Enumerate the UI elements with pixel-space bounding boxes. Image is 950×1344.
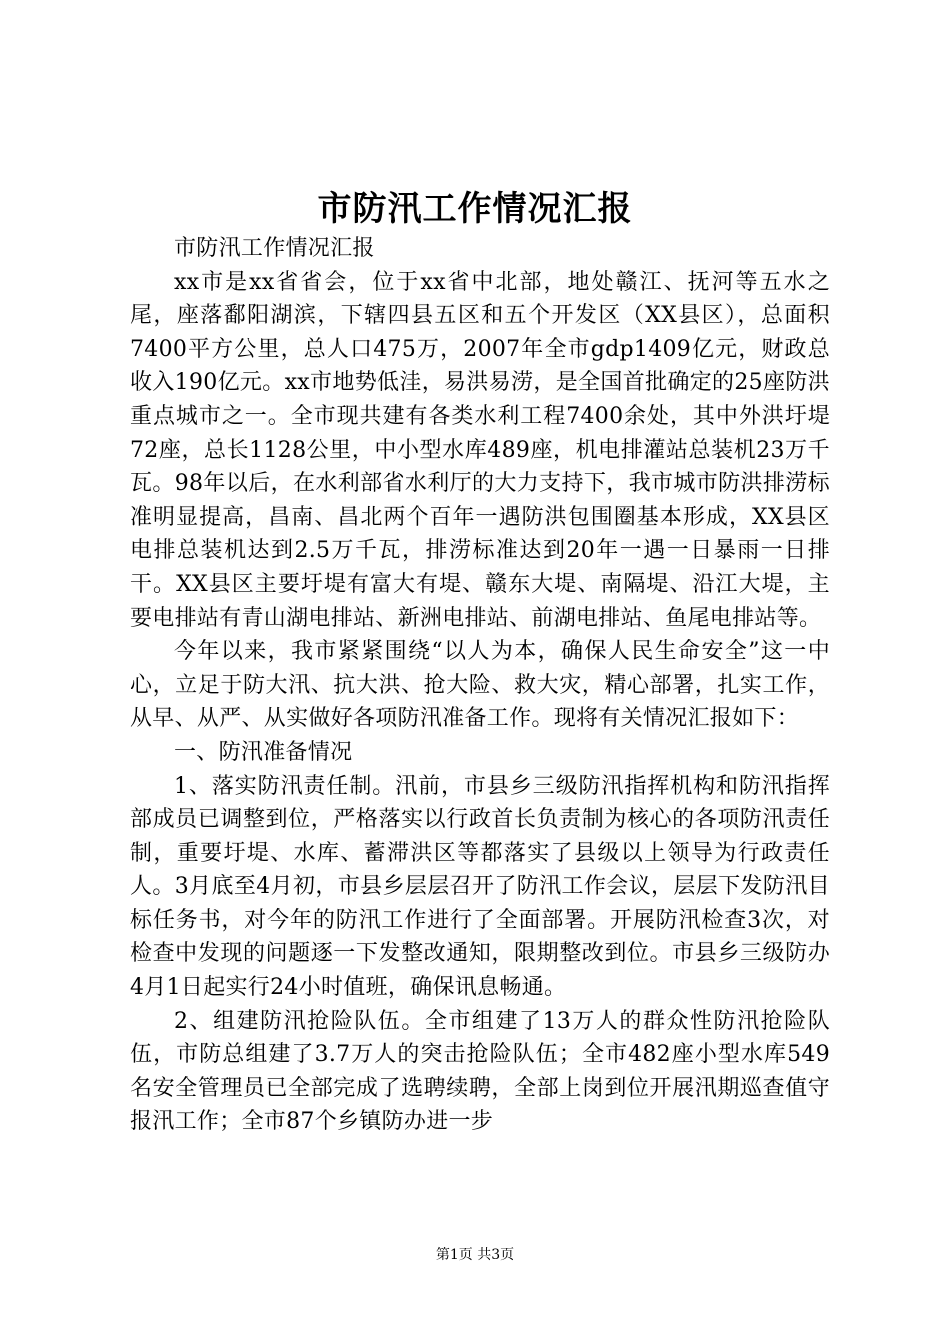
- document-body: [130, 232, 830, 1139]
- body-paragraph: 1、落实防汛责任制。汛前，市县乡三级防汛指挥机构和防汛指挥部成员已调整到位，严格落实以行政首长负责制为核心的各项防汛责任制，重要圩堤、水库、蓄滞洪区等都落实了县级以上领导为行政责任人。3月底至4月初，市县乡层层召开了防汛工作会议，层层下发防汛目标任务书，对今年的防汛工作进行了全面部署。开展防汛检查3次，对检查中发现的问题逐一下发整改通知，限期整改到位。市县乡三级防办4月1日起实行24小时值班，确保讯息畅通。: [130, 773, 830, 1001]
- document-title: 市防汛工作情况汇报: [317, 189, 633, 229]
- section-heading: 一、防汛准备情况: [174, 739, 353, 765]
- body-paragraph: xx市是xx省省会，位于xx省中北部，地处赣江、抚河等五水之尾，座落鄱阳湖滨，下辖四县五区和五个开发区（XX县区），总面积7400平方公里，总人口475万，2007年全市gdp1409亿元，财政总收入190亿元。xx市地势低洼，易洪易涝，是全国首批确定的25座防洪重点城市之一。全市现共建有各类水利工程7400余处，其中外洪圩堤72座，总长1128公里，中小型水库489座，机电排灌站总装机23万千瓦。98年以后，在水利部省水利厅的大力支持下，我市城市防洪排涝标准明显提高，昌南、昌北两个百年一遇防洪包围圈基本形成，XX县区电排总装机达到2.5万千瓦，排涝标准达到20年一遇一日暴雨一日排干。XX县区主要圩堤有富大有堤、赣东大堤、南隔堤、沿江大堤，主要电排站有青山湖电排站、新洲电排站、前湖电排站、鱼尾电排站等。: [130, 269, 830, 631]
- subtitle-paragraph: 市防汛工作情况汇报: [174, 236, 375, 261]
- body-paragraph: 2、组建防汛抢险队伍。全市组建了13万人的群众性防汛抢险队伍，市防总组建了3.7万人的突击抢险队伍；全市482座小型水库549名安全管理员已全部完成了选聘续聘，全部上岗到位开展汛期巡查值守报汛工作；全市87个乡镇防办进一步: [130, 1008, 830, 1135]
- page-footer: 第1页 共3页: [435, 1247, 515, 1263]
- body-paragraph: 今年以来，我市紧紧围绕“以人为本，确保人民生命安全”这一中心，立足于防大汛、抗大洪、抢大险、救大灾，精心部署，扎实工作，从早、从严、从实做好各项防汛准备工作。现将有关情况汇报如下：: [130, 639, 830, 732]
